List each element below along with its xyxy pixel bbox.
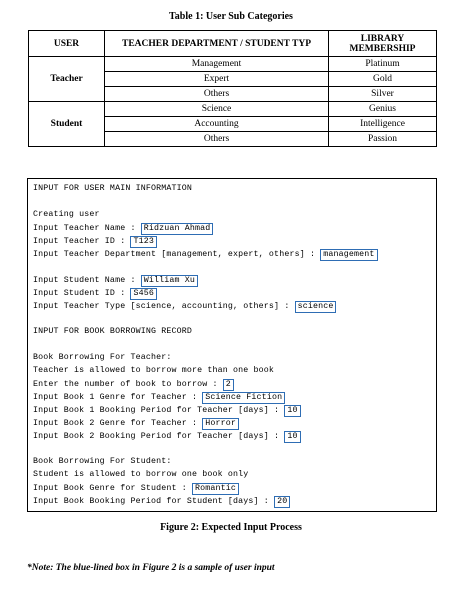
membership-cell: Gold: [329, 72, 437, 87]
console-line: [33, 353, 171, 362]
header-user: USER: [29, 31, 105, 57]
console-prompt-text: INPUT FOR BOOK BORROWING RECORD: [33, 327, 192, 336]
console-line: [33, 223, 213, 235]
sample-user-input: Ridzuan Ahmad: [141, 223, 214, 235]
sample-user-input: T123: [130, 236, 157, 248]
table-caption: Table 1: User Sub Categories: [169, 11, 293, 22]
console-prompt-text: Book Borrowing For Student:: [33, 457, 172, 466]
sample-user-input: management: [320, 249, 377, 261]
console-line: [33, 418, 239, 430]
sample-user-input: 10: [284, 405, 300, 417]
console-prompt-text: Input Book Booking Period for Student [days] :: [33, 497, 275, 506]
header-department-type: TEACHER DEPARTMENT / STUDENT TYP: [105, 31, 329, 57]
type-cell: Others: [105, 132, 329, 147]
user-cell-teacher: Teacher: [29, 57, 105, 102]
console-prompt-text: INPUT FOR USER MAIN INFORMATION: [33, 184, 192, 193]
console-line: [33, 405, 301, 417]
console-prompt-text: Creating user: [33, 210, 100, 219]
sample-user-input: 20: [274, 496, 290, 508]
console-prompt-text: Enter the number of book to borrow :: [33, 380, 223, 389]
console-line: [33, 496, 290, 508]
membership-cell: Passion: [329, 132, 437, 147]
sample-user-input: S456: [130, 288, 157, 300]
expected-input-figure: [27, 178, 437, 512]
note-text: *Note: The blue-lined box in Figure 2 is a sample of user input: [27, 563, 275, 573]
console-line: [33, 379, 234, 391]
sample-user-input: science: [295, 301, 337, 313]
console-prompt-text: Input Teacher Name :: [33, 224, 141, 233]
console-prompt-text: Input Book 2 Booking Period for Teacher [days] :: [33, 432, 285, 441]
console-line: [33, 483, 239, 495]
console-prompt-text: Input Book Genre for Student :: [33, 484, 192, 493]
console-prompt-text: Input Teacher Department [management, expert, others] :: [33, 250, 321, 259]
table-header-row: [29, 31, 437, 57]
console-prompt-text: Input Student Name :: [33, 276, 141, 285]
console-line: [33, 431, 301, 443]
sample-user-input: 2: [223, 379, 234, 391]
console-line: [33, 210, 100, 219]
console-line: [33, 184, 192, 193]
console-prompt-text: Book Borrowing For Teacher:: [33, 353, 172, 362]
figure-caption: Figure 2: Expected Input Process: [160, 522, 302, 533]
department-cell: Expert: [105, 72, 329, 87]
sample-user-input: Romantic: [192, 483, 239, 495]
console-line: [33, 470, 248, 479]
console-line: [33, 366, 274, 375]
user-cell-student: Student: [29, 102, 105, 147]
sample-user-input: Horror: [202, 418, 239, 430]
console-line: [33, 288, 157, 300]
membership-cell: Intelligence: [329, 117, 437, 132]
membership-cell: Platinum: [329, 57, 437, 72]
type-cell: Accounting: [105, 117, 329, 132]
department-cell: Management: [105, 57, 329, 72]
department-cell: Others: [105, 87, 329, 102]
console-line: [33, 249, 378, 261]
user-subcategory-table: [28, 30, 437, 147]
console-prompt-text: Input Book 2 Genre for Teacher :: [33, 419, 203, 428]
table-row: [29, 102, 437, 117]
console-prompt-text: Input Book 1 Booking Period for Teacher [days] :: [33, 406, 285, 415]
sample-user-input: 10: [284, 431, 300, 443]
membership-cell: Genius: [329, 102, 437, 117]
console-prompt-text: Input Teacher Type [science, accounting, others] :: [33, 302, 295, 311]
sample-user-input: Science Fiction: [202, 392, 285, 404]
console-line: [33, 392, 285, 404]
console-prompt-text: Input Teacher ID :: [33, 237, 131, 246]
membership-cell: Silver: [329, 87, 437, 102]
console-line: [33, 327, 192, 336]
table-row: [29, 57, 437, 72]
type-cell: Science: [105, 102, 329, 117]
console-prompt-text: Input Book 1 Genre for Teacher :: [33, 393, 203, 402]
console-prompt-text: Teacher is allowed to borrow more than one book: [33, 366, 275, 375]
console-line: [33, 457, 171, 466]
sample-user-input: William Xu: [141, 275, 198, 287]
console-prompt-text: Input Student ID :: [33, 289, 131, 298]
console-line: [33, 301, 336, 313]
console-line: [33, 275, 198, 287]
header-library-membership: LIBRARY MEMBERSHIP: [329, 31, 437, 57]
console-line: [33, 236, 157, 248]
console-prompt-text: Student is allowed to borrow one book only: [33, 470, 249, 479]
